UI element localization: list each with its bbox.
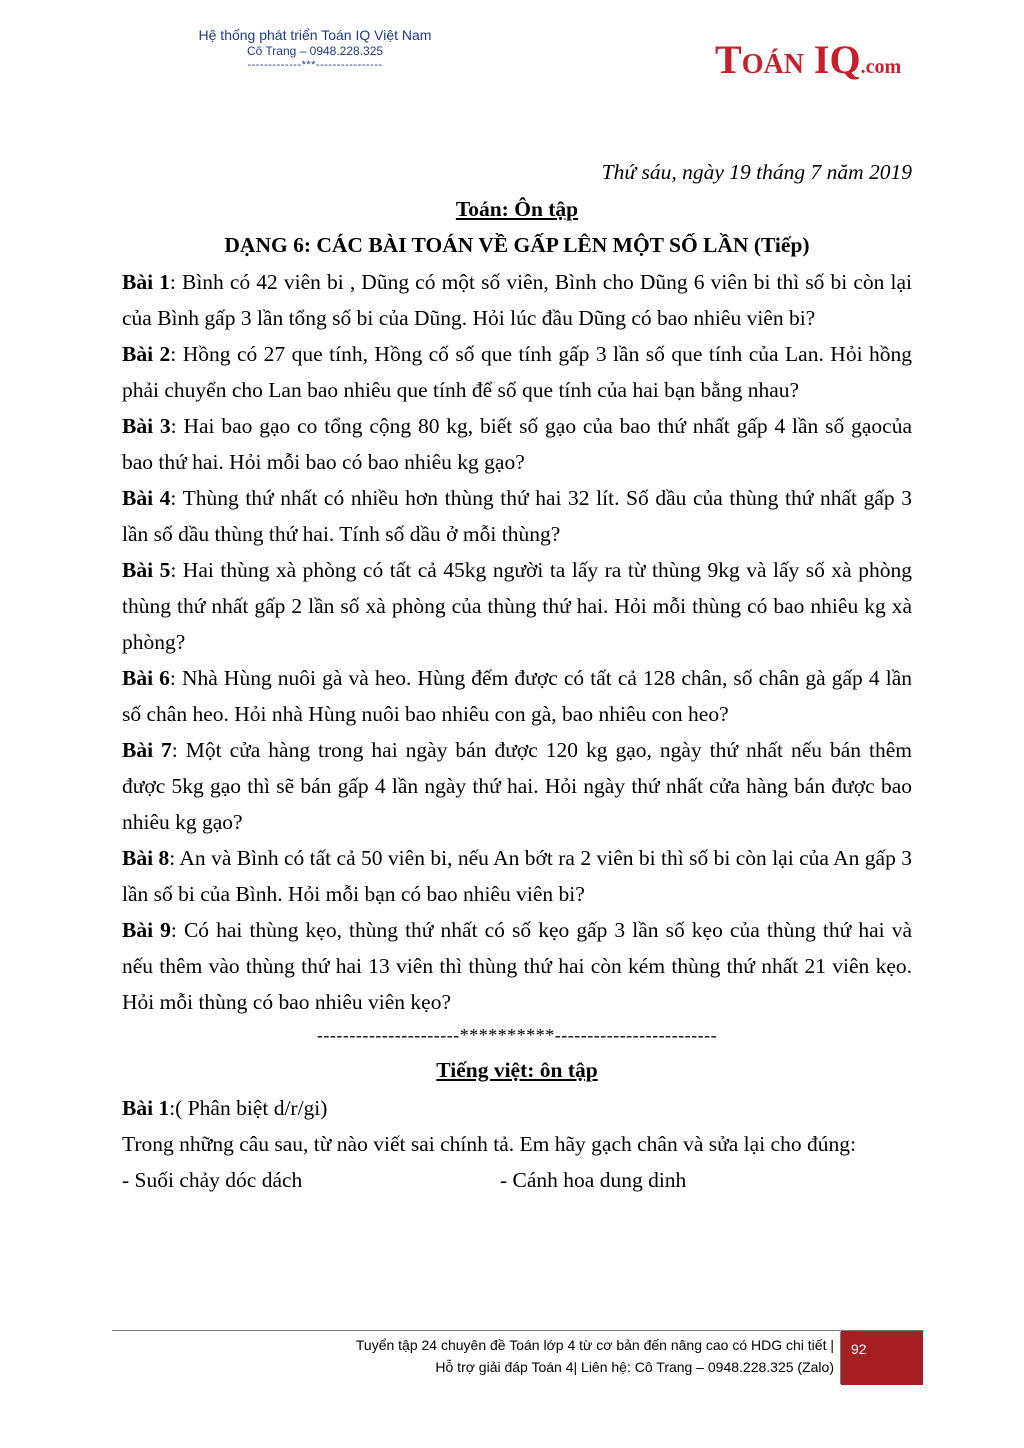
exercise-7: Bài 7: Một cửa hàng trong hai ngày bán được 120 kg gạo, ngày thứ nhất nếu bán thêm được 5kg gạo thì sẽ bán gấp 4 lần ngày thứ hai. Hỏi ngày thứ nhất cửa hàng bán được bao nhiêu kg gạo? xyxy=(122,738,912,834)
exercise-1: Bài 1: Bình có 42 viên bi , Dũng có một số viên, Bình cho Dũng 6 viên bi thì số bi còn lại của Bình gấp 3 lần tổng số bi của Dũng. Hỏi lúc đầu Dũng có bao nhiêu viên bi? xyxy=(122,270,912,330)
footer-line-2: Hỗ trợ giải đáp Toán 4| Liên hệ: Cô Trang – 0948.228.325 (Zalo) xyxy=(435,1359,834,1375)
header-divider: -------------***---------------- xyxy=(247,59,383,71)
exercise-9: Bài 9: Có hai thùng kẹo, thùng thứ nhất có số kẹo gấp 3 lần số kẹo của thùng thứ hai và nếu thêm vào thùng thứ hai 13 viên thì thùng thứ hai còn kém thùng thứ nhất 21 viên kẹo. Hỏi mỗi thùng có bao nhiêu viên kẹo? xyxy=(122,918,912,1014)
vietnamese-section-title: Tiếng việt: ôn tập xyxy=(436,1058,598,1082)
page-body xyxy=(122,150,912,1198)
footer-line-1: Tuyển tập 24 chuyên đề Toán lớp 4 từ cơ bản đến nâng cao có HDG chi tiết | xyxy=(355,1337,834,1353)
header-contact: Cô Trang – 0948.228.325 xyxy=(246,44,384,58)
math-section-title: Toán: Ôn tập xyxy=(455,197,579,221)
vn-instruction: Trong những câu sau, từ nào viết sai chính tả. Em hãy gạch chân và sửa lại cho đúng: xyxy=(122,1132,856,1156)
exercise-6: Bài 6: Nhà Hùng nuôi gà và heo. Hùng đếm được có tất cả 128 chân, số chân gà gấp 4 lần số chân heo. Hỏi nhà Hùng nuôi bao nhiêu con gà, bao nhiêu con heo? xyxy=(122,666,912,726)
exercise-5: Bài 5: Hai thùng xà phòng có tất cả 45kg người ta lấy ra từ thùng 9kg và lấy số xà phòng thùng thứ nhất gấp 2 lần số xà phòng của thùng thứ hai. Hỏi mỗi thùng có bao nhiêu kg xà phòng? xyxy=(122,558,912,654)
exercise-2: Bài 2: Hồng có 27 que tính, Hồng cố số que tính gấp 3 lần số que tính của Lan. Hỏi hồng phải chuyển cho Lan bao nhiêu que tính để số que tính của hai bạn bằng nhau? xyxy=(122,342,912,402)
header-info xyxy=(150,26,480,72)
page-number-badge xyxy=(841,1331,923,1385)
vn-item-1: - Suối chảy dóc dách xyxy=(122,1168,303,1192)
vn-items-row xyxy=(122,1162,912,1198)
exercise-8: Bài 8: An và Bình có tất cả 50 viên bi, nếu An bớt ra 2 viên bi thì số bi còn lại của An gấp 3 lần số bi của Bình. Hỏi mỗi bạn có bao nhiêu viên bi? xyxy=(122,846,912,906)
vn-item-2: - Cánh hoa dung dinh xyxy=(500,1168,687,1192)
exercise-4: Bài 4: Thùng thứ nhất có nhiều hơn thùng thứ hai 32 lít. Số dầu của thùng thứ nhất gấp 3 lần số dầu thùng thứ hai. Tính số dầu ở mỗi thùng? xyxy=(122,486,912,546)
toaniq-logo: TOÁN IQ.com xyxy=(715,37,902,82)
math-topic-heading: DẠNG 6: CÁC BÀI TOÁN VỀ GẤP LÊN MỘT SỐ LẦN (Tiếp) xyxy=(224,233,810,257)
footer-text xyxy=(200,1334,834,1378)
section-separator: ----------------------**********------------------------- xyxy=(316,1025,718,1045)
lesson-date: Thứ sáu, ngày 19 tháng 7 năm 2019 xyxy=(601,160,912,184)
footer-rule xyxy=(112,1330,924,1331)
page-number: 92 xyxy=(851,1341,867,1357)
exercise-3: Bài 3: Hai bao gạo co tổng cộng 80 kg, biết số gạo của bao thứ nhất gấp 4 lần số gạocủa bao thứ hai. Hỏi mỗi bao có bao nhiêu kg gạo? xyxy=(122,414,912,474)
header-org: Hệ thống phát triển Toán IQ Việt Nam xyxy=(198,27,432,43)
vn-exercise-1: Bài 1:( Phân biệt d/r/gi) xyxy=(122,1096,328,1120)
